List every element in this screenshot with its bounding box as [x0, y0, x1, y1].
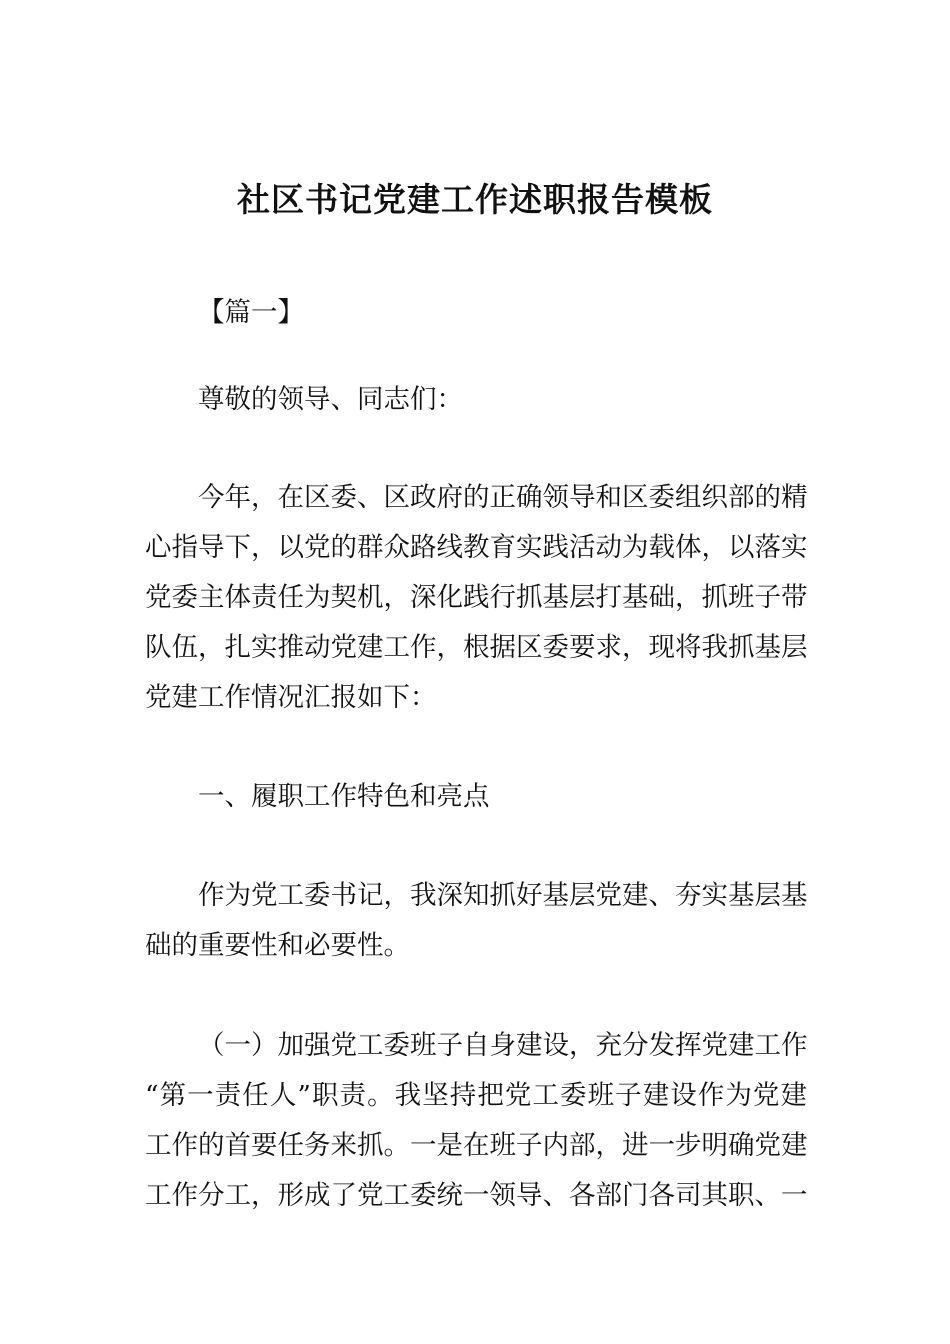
- paragraph-line: 党委主体责任为契机，深化践行抓基层打基础，抓班子带: [145, 582, 808, 613]
- paragraph-line: “第一责任人”职责。我坚持把党工委班子建设作为党建: [145, 1080, 807, 1111]
- paragraph-line: 作为党工委书记，我深知抓好基层党建、夯实基层基: [198, 880, 808, 911]
- paragraph-intro: [145, 473, 807, 723]
- paragraph-line: （一）加强党工委班子自身建设，充分发挥党建工作: [198, 1030, 808, 1061]
- paragraph-line: 党建工作情况汇报如下：: [145, 682, 437, 713]
- paragraph-team-building: [145, 1021, 807, 1221]
- section-label: 【篇一】: [198, 297, 304, 328]
- paragraph-line: 工作的首要任务来抓。一是在班子内部，进一步明确党建: [145, 1130, 808, 1161]
- document-title: 社区书记党建工作述职报告模板: [237, 180, 713, 219]
- paragraph-duty: [145, 871, 807, 971]
- paragraph-line: 础的重要性和必要性。: [145, 930, 410, 961]
- salutation: 尊敬的领导、同志们：: [198, 384, 463, 415]
- paragraph-line: 心指导下，以党的群众路线教育实践活动为载体，以落实: [145, 532, 808, 563]
- paragraph-line: 工作分工，形成了党工委统一领导、各部门各司其职、一: [145, 1180, 808, 1211]
- paragraph-line: 队伍，扎实推动党建工作，根据区委要求，现将我抓基层: [145, 632, 808, 663]
- paragraph-line: 今年，在区委、区政府的正确领导和区委组织部的精: [198, 482, 808, 513]
- section-heading: 一、履职工作特色和亮点: [198, 781, 490, 812]
